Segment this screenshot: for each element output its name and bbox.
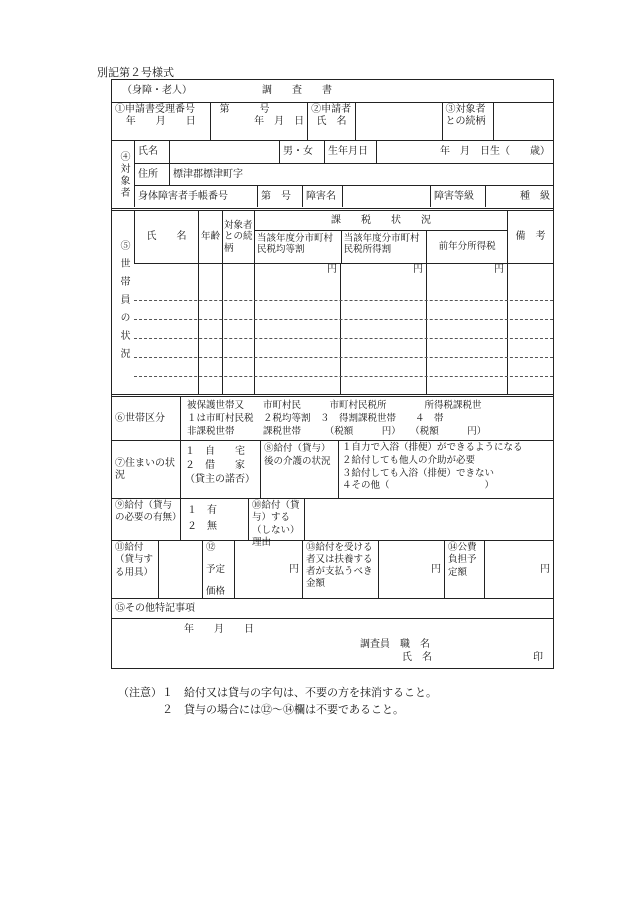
- relationship-label: ③対象者: [445, 104, 486, 115]
- household-label: ⑤世帯員の状況: [118, 239, 129, 366]
- device-field: [158, 541, 202, 598]
- form-number: 別記第２号様式: [97, 66, 174, 79]
- note-1-num: １: [162, 686, 173, 699]
- yen-unit-3: 円: [426, 264, 507, 394]
- remarks-section: [112, 598, 553, 618]
- receipt-number-field: 第 号: [219, 104, 270, 115]
- need-label: ⑨給付（貸与の必要の有無）: [115, 500, 182, 524]
- address-field: 標津郡標津町字: [169, 164, 553, 185]
- category-label: （身障・老人）: [122, 85, 192, 96]
- dob-label: 生年月日: [324, 141, 376, 163]
- applicant-name-field: [355, 103, 442, 140]
- care-opt-1: １自力で入浴（排便）ができるようになる: [342, 442, 523, 453]
- public-share-field: 円: [484, 541, 553, 598]
- care-status-label: ⑧給付（貸与）後の介護の状況: [260, 441, 338, 498]
- note-2-num: ２: [162, 703, 173, 717]
- relationship-sub-label: との続柄: [445, 116, 486, 127]
- surveyor-title: 調査員 職 名: [360, 639, 430, 650]
- dob-field: 年 月 日生（ 歳）: [376, 141, 553, 163]
- notes: [118, 684, 437, 718]
- payment-field: 円: [378, 541, 444, 598]
- col-age: 年齢: [198, 211, 222, 263]
- price-label-1: 予定: [206, 563, 226, 575]
- subject-label: ④対象者: [118, 150, 129, 199]
- housing-label: ⑦住まいの状 況: [115, 457, 185, 481]
- yen-unit-1: 円: [254, 264, 340, 394]
- col-name: 氏 名: [134, 211, 198, 263]
- notes-head: （注意）: [118, 686, 162, 699]
- household-section: [112, 208, 553, 394]
- housing-section: [112, 440, 553, 498]
- col-tax-per-capita: 当該年度分市町村民税均等割: [257, 233, 334, 256]
- subject-name-field: [169, 141, 279, 163]
- public-share-label: ⑭公費負担予定額: [444, 541, 484, 598]
- household-class-section: [112, 394, 553, 440]
- form-header: [112, 80, 553, 102]
- relationship-field: [493, 103, 553, 140]
- items-section: [112, 540, 553, 598]
- housing-rent: ２ 借 家: [185, 460, 245, 471]
- subject-name-label: 氏名: [134, 141, 169, 163]
- subject-section: [112, 140, 553, 208]
- note-2-text: 貸与の場合には⑫〜⑭欄は不要であること。: [184, 703, 404, 717]
- receipt-date-label: 年 月 日: [125, 116, 196, 127]
- survey-date: 年 月 日: [184, 624, 254, 635]
- survey-form: [111, 79, 554, 669]
- signature-section: [112, 618, 553, 668]
- col-notes: 備 考: [507, 211, 553, 263]
- housing-landlord: （貸主の諾否）: [185, 474, 255, 485]
- price-label-2: 価格: [206, 585, 226, 597]
- care-opt-3: ３給付しても入浴（排便）できない: [342, 467, 495, 479]
- grade-label: 障害等級: [430, 186, 485, 207]
- col-relationship: 対象者との続柄: [222, 211, 254, 263]
- care-opt-2: ２給付しても他人の介助が必要: [342, 454, 476, 466]
- reason-field: [304, 499, 553, 540]
- need-yes: １ 有: [187, 505, 217, 516]
- price-field: 円: [234, 541, 302, 598]
- grade-field: 種 級: [485, 186, 553, 207]
- col-tax-status: 課 税 状 況: [255, 211, 507, 231]
- disability-label: 障害名: [302, 186, 342, 207]
- note-1-text: 給付又は貸与の字句は、不要の方を抹消すること。: [184, 686, 437, 699]
- receipt-date-field: 年 月 日: [254, 116, 305, 127]
- form-title: 調 査 書: [262, 85, 332, 96]
- payment-label: ⑬給付を受ける者又は扶養する者が支払うべき金額: [302, 541, 378, 598]
- price-number: ⑫: [206, 542, 216, 553]
- address-label: 住所: [134, 164, 169, 185]
- certificate-label: 身体障害者手帳番号: [134, 186, 257, 207]
- receipt-number-label: ①申請書受理番号: [115, 104, 195, 115]
- surveyor-name: 氏 名: [402, 652, 432, 663]
- household-class-label: ⑥世帯区分: [115, 412, 165, 424]
- reason-label: ⑩給付（貸与）する（しない）理由: [248, 499, 304, 540]
- device-label: ⑪給付（貸与する用具）: [115, 542, 154, 578]
- class-line-3: 非課税世帯 課税世帯 （税額 円） （税額 円）: [187, 425, 487, 437]
- need-no: ２ 無: [187, 521, 217, 532]
- certificate-number: 第 号: [257, 186, 302, 207]
- application-row: [112, 102, 553, 140]
- applicant-label: ②申請者: [311, 104, 352, 115]
- seal-mark: 印: [533, 652, 543, 663]
- care-opt-4: ４その他（ ）: [342, 480, 495, 492]
- sex-options: 男・女: [279, 141, 324, 163]
- class-line-1: 被保護世帯又 市町村民 市町村民税所 所得税課税世: [187, 400, 482, 411]
- class-line-2: １は市町村民税 ２税均等割 ３ 得割課税世帯 ４ 帯: [187, 412, 444, 424]
- col-tax-income: 当該年度分市町村民税所得割: [341, 231, 427, 263]
- disability-field: [342, 186, 430, 207]
- col-income-tax: 前年分所得税: [426, 231, 507, 263]
- yen-unit-2: 円: [340, 264, 426, 394]
- housing-own: １ 自 宅: [185, 446, 245, 457]
- remarks-label: ⑮その他特記事項: [115, 602, 195, 614]
- applicant-name-label: 氏 名: [316, 116, 347, 127]
